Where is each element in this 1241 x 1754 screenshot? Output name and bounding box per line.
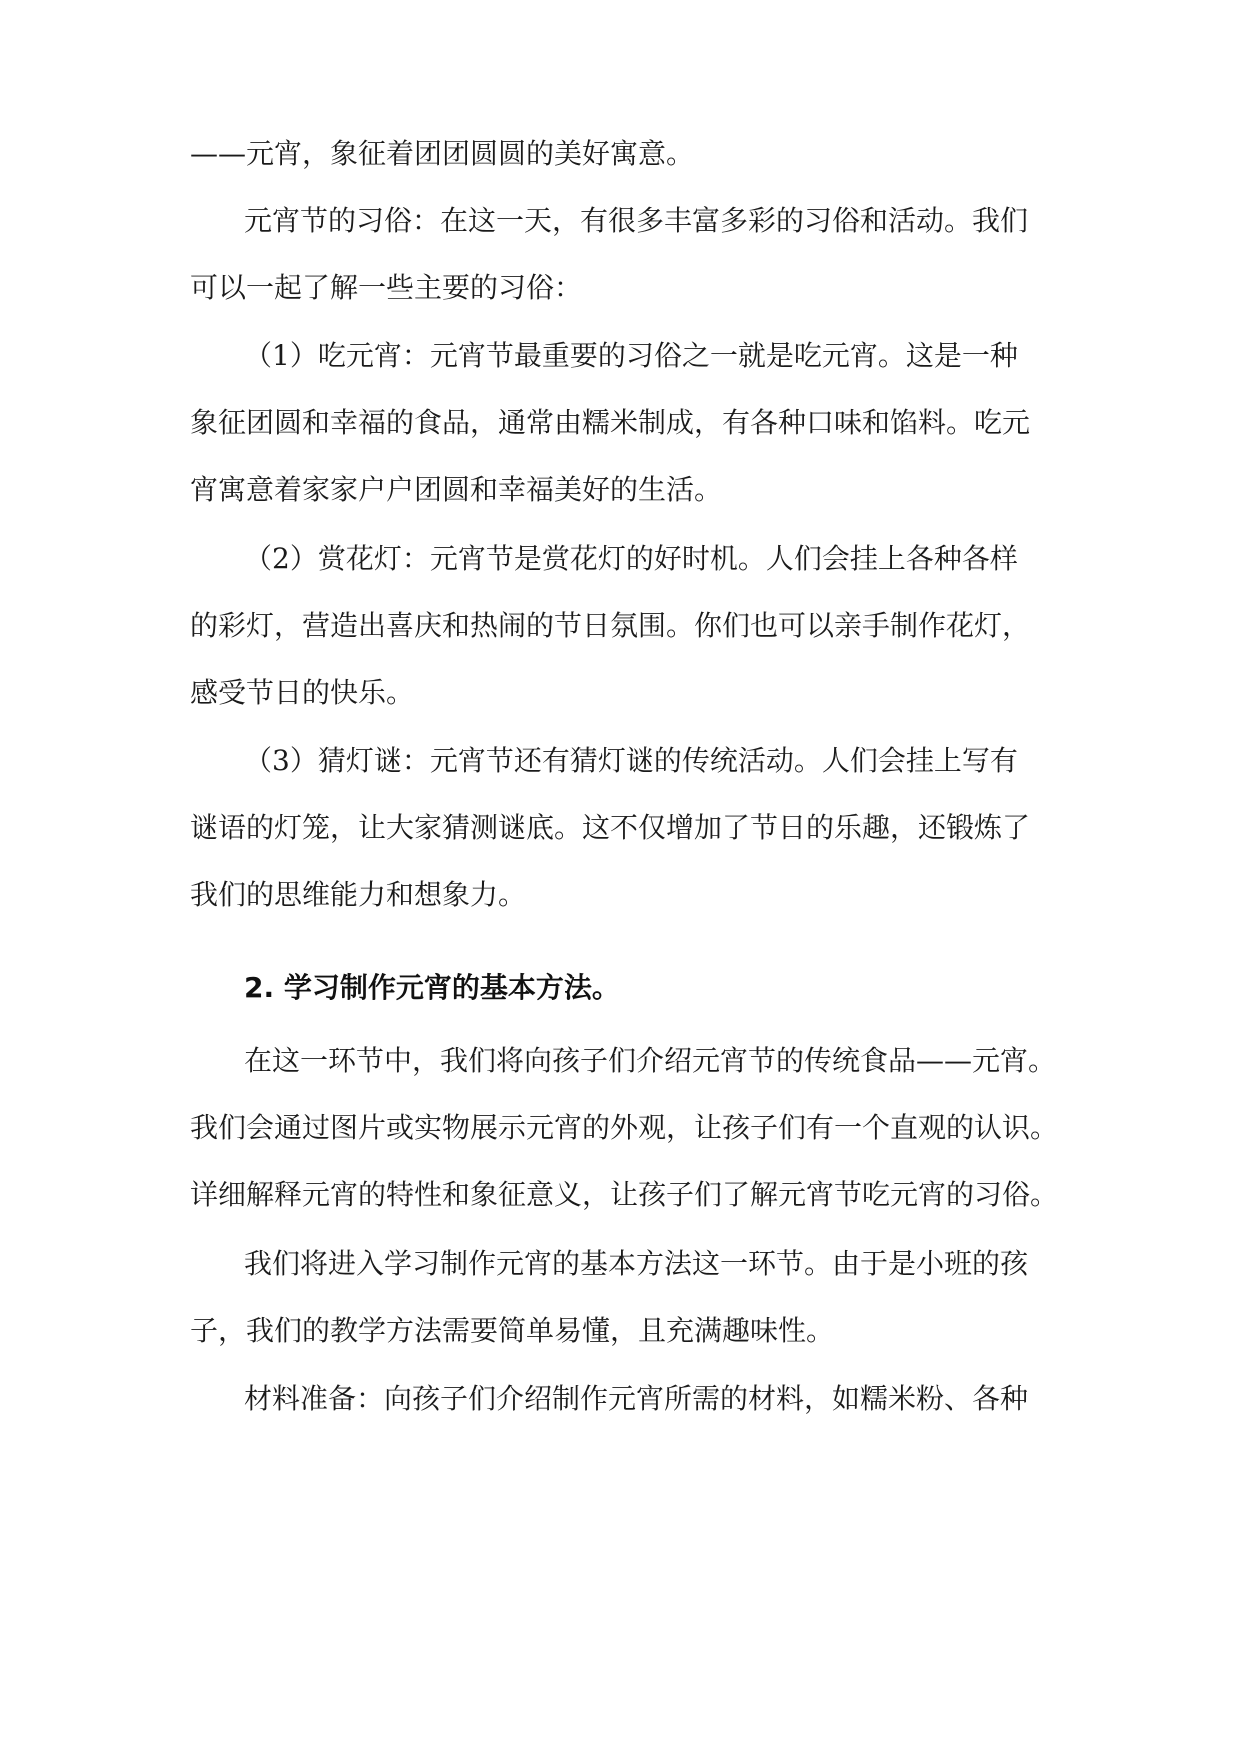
paragraph-line: 我们的思维能力和想象力。 (190, 878, 527, 911)
paragraph-line: 宵寓意着家家户户团圆和幸福美好的生活。 (190, 473, 723, 506)
paragraph-line: 可以一起了解一些主要的习俗： (190, 271, 583, 304)
paragraph-line: 元宵节的习俗：在这一天，有很多丰富多彩的习俗和活动。我们 (244, 204, 1029, 237)
paragraph-line: （1）吃元宵：元宵节最重要的习俗之一就是吃元宵。这是一种 (244, 339, 1018, 372)
paragraph-line: 感受节日的快乐。 (190, 676, 415, 709)
paragraph-line: （3）猜灯谜：元宵节还有猜灯谜的传统活动。人们会挂上写有 (244, 744, 1018, 777)
paragraph-line: 子，我们的教学方法需要简单易懂，且充满趣味性。 (190, 1314, 835, 1347)
paragraph-line: 在这一环节中，我们将向孩子们介绍元宵节的传统食品——元宵。 (244, 1044, 1057, 1077)
section-heading: 2. 学习制作元宵的基本方法。 (244, 971, 620, 1004)
paragraph-line: ——元宵，象征着团团圆圆的美好寓意。 (190, 137, 695, 170)
paragraph-line: 详细解释元宵的特性和象征意义，让孩子们了解元宵节吃元宵的习俗。 (190, 1178, 1059, 1211)
paragraph-line: （2）赏花灯：元宵节是赏花灯的好时机。人们会挂上各种各样 (244, 542, 1018, 575)
paragraph-line: 材料准备：向孩子们介绍制作元宵所需的材料，如糯米粉、各种 (244, 1382, 1029, 1415)
paragraph-line: 象征团圆和幸福的食品，通常由糯米制成，有各种口味和馅料。吃元 (190, 406, 1031, 439)
paragraph-line: 的彩灯，营造出喜庆和热闹的节日氛围。你们也可以亲手制作花灯， (190, 609, 1031, 642)
paragraph-line: 我们将进入学习制作元宵的基本方法这一环节。由于是小班的孩 (244, 1247, 1029, 1280)
paragraph-line: 我们会通过图片或实物展示元宵的外观，让孩子们有一个直观的认识。 (190, 1111, 1059, 1144)
paragraph-line: 谜语的灯笼，让大家猜测谜底。这不仅增加了节日的乐趣，还锻炼了 (190, 811, 1031, 844)
